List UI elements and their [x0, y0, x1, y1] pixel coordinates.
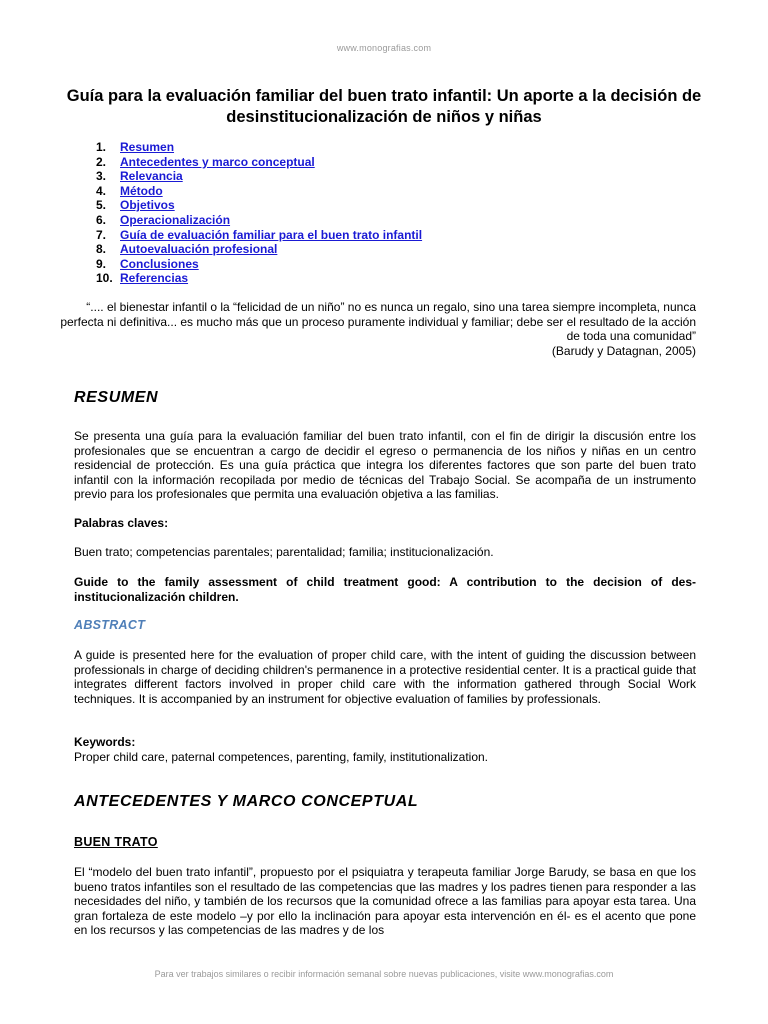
- table-of-contents: [96, 140, 422, 286]
- toc-number: 8.: [96, 242, 107, 257]
- antecedentes-paragraph: El “modelo del buen trato infantil”, propuesto por el psiquiatra y terapeuta familiar Jorge Barudy, se basa en que los bueno tratos infantiles son el resultado de las competencias que las madres y los padres tienen para responder a las necesidades del niño, y también de los recursos que la comunidad ofrece a las familias para apoyar esta tarea. Una gran fortaleza de este modelo –y por ello la inclinación para apoyar esta intervención en él- es el acento que pone en los recursos y las competencias de las madres y de los: [74, 865, 696, 938]
- toc-item: [96, 228, 422, 243]
- toc-link-objetivos[interactable]: Objetivos: [120, 198, 175, 213]
- abstract-heading: ABSTRACT: [74, 618, 146, 632]
- toc-link-referencias[interactable]: Referencias: [120, 271, 189, 286]
- palabras-claves-text: Buen trato; competencias parentales; parentalidad; familia; institucionalización.: [74, 545, 494, 559]
- section-heading-antecedentes: ANTECEDENTES Y MARCO CONCEPTUAL: [74, 793, 419, 810]
- toc-number: 1.: [96, 140, 107, 154]
- subheading-buen-trato: BUEN TRATO: [74, 835, 158, 849]
- palabras-claves-label: Palabras claves:: [74, 516, 169, 530]
- toc-item: [96, 155, 422, 170]
- toc-number: 9.: [96, 256, 107, 271]
- toc-item: [96, 257, 422, 272]
- toc-item: [96, 242, 422, 257]
- epigraph-quote: [56, 300, 696, 358]
- section-heading-resumen: RESUMEN: [74, 389, 159, 406]
- quote-source: (Barudy y Datagnan, 2005): [551, 343, 696, 358]
- toc-link-metodo[interactable]: Método: [120, 183, 163, 198]
- document-title: Guía para la evaluación familiar del buen trato infantil: Un aporte a la decisión de desinstitucionalización de niños y niñas: [66, 87, 702, 126]
- toc-item: [96, 213, 422, 228]
- toc-item: [96, 140, 422, 155]
- toc-number: 4.: [96, 183, 107, 198]
- page-footer: Para ver trabajos similares o recibir información semanal sobre nuevas publicaciones, visite www.monografias.com: [154, 969, 614, 979]
- toc-link-operacionalizacion[interactable]: Operacionalización: [120, 212, 231, 227]
- toc-number: 3.: [96, 169, 107, 184]
- toc-link-relevancia[interactable]: Relevancia: [120, 169, 183, 184]
- quote-text: “.... el bienestar infantil o la “felicidad de un niño” no es nunca un regalo, sino una tarea siempre incompleta, nunca perfecta ni definitiva... es mucho más que un proceso puramente individual y familiar; debe ser el resultado de la acción de toda una comunidad”: [60, 300, 696, 343]
- english-title: Guide to the family assessment of child treatment good: A contribution to the decision of des-institucionalización children.: [74, 575, 696, 604]
- site-header: www.monografias.com: [336, 43, 432, 53]
- toc-link-antecedentes[interactable]: Antecedentes y marco conceptual: [120, 154, 315, 169]
- toc-link-autoevaluacion[interactable]: Autoevaluación profesional: [120, 242, 278, 257]
- toc-number: 2.: [96, 154, 107, 169]
- keywords-label: Keywords:: [74, 735, 136, 749]
- toc-item: [96, 198, 422, 213]
- toc-link-guia[interactable]: Guía de evaluación familiar para el buen trato infantil: [120, 227, 423, 242]
- keywords-text: Proper child care, paternal competences, parenting, family, institutionalization.: [74, 750, 488, 764]
- toc-link-conclusiones[interactable]: Conclusiones: [120, 256, 199, 271]
- resumen-paragraph: Se presenta una guía para la evaluación familiar del buen trato infantil, con el fin de dirigir la discusión entre los profesionales que se encuentran a cargo de decidir el egreso o permanencia de los niños y niñas en un centro residencial de protección. Es una guía práctica que integra los diferentes factores que son parte del buen trato infantil con la información recopilada por medio de técnicas del Trabajo Social. Se acompaña de un instrumento previo para los profesionales que permita una evaluación objetiva a las familias.: [74, 429, 696, 502]
- toc-link-resumen[interactable]: Resumen: [120, 140, 175, 154]
- abstract-paragraph: A guide is presented here for the evaluation of proper child care, with the intent of guiding the discussion between professionals in charge of deciding children's permanence in a protective residential center. It is a practical guide that integrates different factors involved in proper child care with the information gathered through Social Work techniques. It is accompanied by an instrument for objective evaluation of families by professionals.: [74, 648, 696, 706]
- toc-item: [96, 169, 422, 184]
- toc-number: 7.: [96, 227, 107, 242]
- toc-number: 6.: [96, 212, 107, 227]
- toc-item: [96, 184, 422, 199]
- toc-item: [96, 271, 422, 286]
- toc-number: 10.: [96, 271, 113, 286]
- toc-number: 5.: [96, 198, 107, 213]
